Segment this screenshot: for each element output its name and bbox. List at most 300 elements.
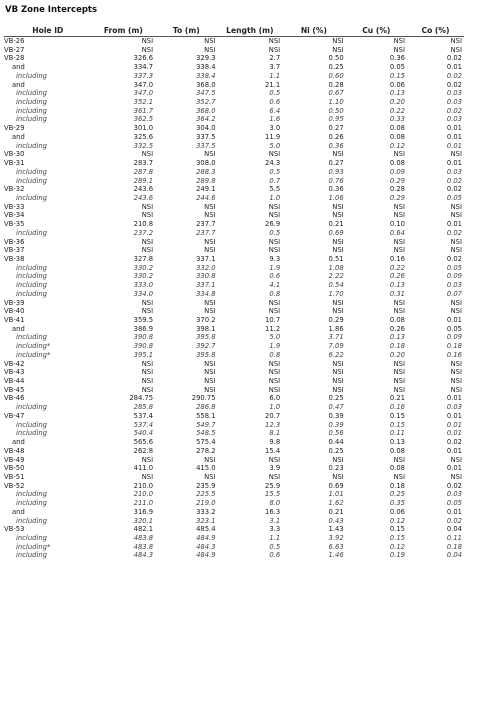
from-cell: NSI: [141, 237, 154, 246]
hole-id-cell: VB-31: [4, 159, 25, 168]
to-cell: NSI: [204, 211, 216, 220]
hole-id-cell: VB-34: [4, 211, 25, 220]
table-row: [4, 142, 464, 151]
co-cell: 0.05: [446, 263, 462, 272]
cu-cell: 0.15: [389, 420, 405, 429]
length-cell: 5.0: [269, 333, 281, 342]
ni-cell: 0.76: [328, 176, 344, 185]
to-cell: 347.5: [196, 89, 216, 98]
hole-id-cell: VB-36: [4, 237, 25, 246]
hole-id-cell: VB-42: [4, 359, 25, 368]
co-cell: 0.02: [446, 176, 462, 185]
hole-id-cell: including: [16, 106, 47, 115]
ni-cell: 1.43: [328, 525, 344, 534]
co-cell: 0.01: [446, 159, 462, 168]
hole-id-cell: VB-45: [4, 385, 25, 394]
co-cell: 0.02: [446, 80, 462, 89]
length-cell: NSI: [268, 246, 281, 255]
to-cell: NSI: [204, 455, 216, 464]
from-cell: NSI: [141, 455, 154, 464]
table-row: [4, 482, 464, 491]
hole-id-cell: including: [16, 272, 47, 281]
table-row: [4, 333, 464, 342]
hole-id-cell: VB-32: [4, 185, 25, 194]
length-cell: NSI: [268, 202, 281, 211]
from-cell: 333.0: [133, 281, 154, 290]
length-cell: 25.9: [265, 481, 281, 490]
to-cell: 558.1: [196, 411, 216, 420]
from-cell: 390.8: [133, 333, 154, 342]
table-row: [4, 63, 464, 72]
hole-id-cell: including: [16, 176, 47, 185]
table-row: [4, 81, 464, 90]
table-row: [4, 177, 464, 186]
to-cell: NSI: [204, 472, 216, 481]
co-cell: 0.02: [446, 71, 462, 80]
to-cell: 330.8: [196, 272, 216, 281]
hole-id-cell: VB-46: [4, 394, 25, 403]
hole-id-cell: including: [16, 499, 47, 508]
length-cell: 1.9: [269, 342, 281, 351]
to-cell: 368.0: [196, 80, 216, 89]
table-row: [4, 438, 464, 447]
hole-id-cell: VB-33: [4, 202, 25, 211]
from-cell: 359.5: [133, 316, 154, 324]
cu-cell: NSI: [393, 307, 405, 316]
ni-cell: 0.54: [328, 281, 344, 290]
ni-cell: 1.06: [328, 193, 344, 202]
to-cell: 364.2: [196, 115, 216, 124]
to-cell: 249.1: [196, 185, 216, 194]
table-row: [4, 150, 464, 159]
hole-id-cell: including: [16, 98, 47, 107]
cu-cell: 0.15: [389, 411, 405, 420]
to-cell: 289.8: [196, 176, 216, 185]
co-cell: NSI: [450, 45, 462, 54]
hole-id-cell: VB-49: [4, 455, 25, 464]
from-cell: 243.6: [133, 193, 154, 202]
cu-cell: 0.13: [389, 333, 405, 342]
to-cell: 219.0: [196, 499, 216, 508]
table-row: [4, 220, 464, 229]
length-cell: 1.0: [269, 193, 281, 202]
cu-cell: 0.12: [389, 141, 405, 150]
from-cell: 334.0: [133, 289, 154, 298]
co-cell: 0.01: [446, 507, 462, 516]
from-cell: 483.8: [133, 542, 154, 551]
length-cell: 15.4: [265, 446, 281, 455]
length-cell: 24.3: [265, 159, 281, 168]
header-row: [4, 26, 464, 37]
co-cell: 0.01: [446, 132, 462, 141]
cu-cell: NSI: [393, 202, 405, 211]
from-cell: 316.9: [133, 507, 154, 516]
from-cell: NSI: [141, 45, 154, 54]
co-cell: NSI: [450, 237, 462, 246]
ni-cell: NSI: [332, 37, 344, 45]
from-cell: NSI: [141, 211, 154, 220]
hole-id-cell: including: [16, 516, 47, 525]
hole-id-cell: including: [16, 71, 47, 80]
table-row: [4, 429, 464, 438]
cu-cell: 0.26: [389, 272, 405, 281]
from-cell: 386.9: [133, 324, 154, 333]
from-cell: 411.0: [133, 464, 154, 473]
table-row: [4, 133, 464, 142]
cu-cell: 0.29: [389, 176, 405, 185]
table-row: [4, 54, 464, 63]
header-ni: Ni (%): [282, 26, 346, 37]
hole-id-cell: including: [16, 115, 47, 124]
from-cell: NSI: [141, 246, 154, 255]
co-cell: 0.18: [446, 542, 462, 551]
length-cell: 12.3: [265, 420, 281, 429]
to-cell: 484.9: [196, 551, 216, 560]
table-row: [4, 307, 464, 316]
hole-id-cell: including*: [16, 350, 51, 359]
co-cell: NSI: [450, 472, 462, 481]
table-row: [4, 281, 464, 290]
co-cell: 0.16: [446, 350, 462, 359]
hole-id-cell: including: [16, 141, 47, 150]
cu-cell: 0.19: [389, 551, 405, 560]
length-cell: 26.9: [265, 220, 281, 229]
table-row: [4, 447, 464, 456]
from-cell: 210.0: [133, 490, 154, 499]
cu-cell: NSI: [393, 45, 405, 54]
co-cell: 0.02: [446, 54, 462, 63]
hole-id-cell: including: [16, 429, 47, 438]
co-cell: NSI: [450, 298, 462, 307]
length-cell: NSI: [268, 368, 281, 377]
from-cell: 285.8: [133, 403, 154, 412]
hole-id-cell: including: [16, 89, 47, 98]
hole-id-cell: and: [12, 438, 25, 447]
ni-cell: 0.27: [328, 124, 344, 133]
length-cell: NSI: [268, 377, 281, 386]
cu-cell: 0.31: [389, 289, 405, 298]
cu-cell: 0.29: [389, 193, 405, 202]
to-cell: 485.4: [196, 525, 216, 534]
table-row: [4, 255, 464, 264]
co-cell: 0.04: [446, 525, 462, 534]
to-cell: 290.75: [191, 394, 216, 403]
ni-cell: 0.95: [328, 115, 344, 124]
cu-cell: 0.15: [389, 525, 405, 534]
length-cell: 1.9: [269, 263, 281, 272]
cu-cell: 0.08: [389, 446, 405, 455]
length-cell: 16.3: [265, 507, 281, 516]
hole-id-cell: VB-30: [4, 150, 25, 159]
from-cell: NSI: [141, 377, 154, 386]
cu-cell: 0.15: [389, 71, 405, 80]
to-cell: 333.2: [196, 507, 216, 516]
hole-id-cell: including: [16, 403, 47, 412]
length-cell: 0.5: [269, 89, 281, 98]
from-cell: 537.4: [133, 411, 154, 420]
length-cell: NSI: [268, 472, 281, 481]
length-cell: 3.9: [269, 464, 281, 473]
cu-cell: NSI: [393, 385, 405, 394]
length-cell: 6.4: [269, 106, 281, 115]
ni-cell: 0.23: [328, 464, 344, 473]
co-cell: 0.09: [446, 272, 462, 281]
table-row: [4, 264, 464, 273]
length-cell: 3.0: [269, 124, 281, 133]
length-cell: 5.0: [269, 141, 281, 150]
cu-cell: NSI: [393, 246, 405, 255]
to-cell: 323.1: [196, 516, 216, 525]
co-cell: NSI: [450, 359, 462, 368]
ni-cell: 1.01: [328, 490, 344, 499]
co-cell: 0.02: [446, 438, 462, 447]
from-cell: 330.2: [133, 263, 154, 272]
cu-cell: 0.33: [389, 115, 405, 124]
header-length: Length (m): [218, 26, 283, 37]
to-cell: 368.0: [196, 106, 216, 115]
from-cell: NSI: [141, 298, 154, 307]
length-cell: 15.5: [265, 490, 281, 499]
cu-cell: NSI: [393, 298, 405, 307]
co-cell: 0.05: [446, 193, 462, 202]
ni-cell: 0.50: [328, 54, 344, 63]
ni-cell: 0.29: [328, 316, 344, 324]
to-cell: NSI: [204, 237, 216, 246]
table-row: [4, 238, 464, 247]
co-cell: NSI: [450, 307, 462, 316]
table-row: [4, 456, 464, 465]
hole-id-cell: VB-48: [4, 446, 25, 455]
cu-cell: 0.13: [389, 281, 405, 290]
ni-cell: NSI: [332, 377, 344, 386]
hole-id-cell: VB-41: [4, 316, 25, 324]
co-cell: 0.07: [446, 289, 462, 298]
from-cell: 301.0: [133, 124, 154, 133]
to-cell: 395.8: [196, 333, 216, 342]
ni-cell: 0.25: [328, 63, 344, 72]
table-title: VB Zone Intercepts: [5, 5, 98, 15]
table-row: [4, 325, 464, 334]
cu-cell: 0.08: [389, 159, 405, 168]
ni-cell: 0.36: [328, 185, 344, 194]
length-cell: NSI: [268, 45, 281, 54]
from-cell: 537.4: [133, 420, 154, 429]
cu-cell: 0.06: [389, 507, 405, 516]
ni-cell: 0.51: [328, 254, 344, 263]
to-cell: 237.7: [196, 228, 216, 237]
to-cell: NSI: [204, 385, 216, 394]
from-cell: 395.1: [133, 350, 154, 359]
length-cell: NSI: [268, 37, 281, 45]
cu-cell: 0.10: [389, 220, 405, 229]
hole-id-cell: VB-27: [4, 45, 25, 54]
to-cell: 278.2: [196, 446, 216, 455]
length-cell: 0.5: [269, 542, 281, 551]
to-cell: 484.9: [196, 533, 216, 542]
table-row: [4, 246, 464, 255]
hole-id-cell: including: [16, 228, 47, 237]
from-cell: 347.0: [133, 89, 154, 98]
length-cell: 2.7: [269, 54, 281, 63]
length-cell: 1.6: [269, 115, 281, 124]
to-cell: NSI: [204, 307, 216, 316]
to-cell: 286.8: [196, 403, 216, 412]
length-cell: 6.0: [269, 394, 281, 403]
co-cell: 0.02: [446, 481, 462, 490]
to-cell: 288.3: [196, 167, 216, 176]
ni-cell: 0.60: [328, 71, 344, 80]
from-cell: 289.1: [133, 176, 154, 185]
co-cell: 0.01: [446, 420, 462, 429]
cu-cell: 0.11: [389, 429, 405, 438]
hole-id-cell: and: [12, 63, 25, 72]
table-row: [4, 543, 464, 552]
length-cell: 0.7: [269, 176, 281, 185]
co-cell: NSI: [450, 385, 462, 394]
ni-cell: NSI: [332, 298, 344, 307]
co-cell: NSI: [450, 211, 462, 220]
table-row: [4, 185, 464, 194]
ni-cell: NSI: [332, 385, 344, 394]
table-row: [4, 272, 464, 281]
to-cell: 575.4: [196, 438, 216, 447]
cu-cell: 0.20: [389, 350, 405, 359]
to-cell: 334.8: [196, 289, 216, 298]
to-cell: 398.1: [196, 324, 216, 333]
hole-id-cell: VB-40: [4, 307, 25, 316]
cu-cell: 0.09: [389, 167, 405, 176]
hole-id-cell: VB-38: [4, 254, 25, 263]
table-row: [4, 464, 464, 473]
from-cell: 262.8: [133, 446, 154, 455]
ni-cell: 0.43: [328, 516, 344, 525]
intercepts-table: [4, 26, 464, 560]
length-cell: 0.6: [269, 98, 281, 107]
co-cell: NSI: [450, 455, 462, 464]
length-cell: 21.1: [265, 80, 281, 89]
ni-cell: 0.27: [328, 159, 344, 168]
cu-cell: 0.16: [389, 254, 405, 263]
to-cell: 370.2: [196, 316, 216, 324]
ni-cell: NSI: [332, 455, 344, 464]
hole-id-cell: VB-43: [4, 368, 25, 377]
ni-cell: 0.93: [328, 167, 344, 176]
to-cell: NSI: [204, 359, 216, 368]
hole-id-cell: VB-50: [4, 464, 25, 473]
cu-cell: NSI: [393, 150, 405, 159]
ni-cell: 0.25: [328, 394, 344, 403]
cu-cell: NSI: [393, 211, 405, 220]
cu-cell: 0.13: [389, 438, 405, 447]
cu-cell: 0.22: [389, 106, 405, 115]
from-cell: 210.0: [133, 481, 154, 490]
co-cell: NSI: [450, 377, 462, 386]
table-row: [4, 37, 464, 46]
ni-cell: 0.36: [328, 141, 344, 150]
to-cell: NSI: [204, 246, 216, 255]
co-cell: 0.03: [446, 115, 462, 124]
table-row: [4, 412, 464, 421]
length-cell: 4.1: [269, 281, 281, 290]
ni-cell: 3.92: [328, 533, 344, 542]
co-cell: 0.02: [446, 106, 462, 115]
ni-cell: 2.22: [328, 272, 344, 281]
hole-id-cell: and: [12, 507, 25, 516]
to-cell: NSI: [204, 45, 216, 54]
co-cell: 0.01: [446, 141, 462, 150]
table-row: [4, 351, 464, 360]
length-cell: 0.5: [269, 167, 281, 176]
ni-cell: 0.69: [328, 481, 344, 490]
cu-cell: 0.18: [389, 342, 405, 351]
ni-cell: 0.56: [328, 429, 344, 438]
header-hole-id: Hole ID: [4, 26, 92, 37]
co-cell: NSI: [450, 246, 462, 255]
co-cell: 0.01: [446, 411, 462, 420]
length-cell: 9.8: [269, 438, 281, 447]
length-cell: NSI: [268, 237, 281, 246]
to-cell: NSI: [204, 298, 216, 307]
table-body: [4, 37, 464, 561]
length-cell: 3.3: [269, 525, 281, 534]
cu-cell: 0.20: [389, 98, 405, 107]
hole-id-cell: including*: [16, 342, 51, 351]
length-cell: NSI: [268, 211, 281, 220]
hole-id-cell: and: [12, 132, 25, 141]
length-cell: 10.7: [265, 316, 281, 324]
length-cell: 3.1: [269, 516, 281, 525]
header-co: Co (%): [407, 26, 464, 37]
ni-cell: 7.09: [328, 342, 344, 351]
cu-cell: 0.08: [389, 316, 405, 324]
to-cell: 237.7: [196, 220, 216, 229]
from-cell: 287.8: [133, 167, 154, 176]
from-cell: 332.5: [133, 141, 154, 150]
from-cell: NSI: [141, 385, 154, 394]
hole-id-cell: VB-39: [4, 298, 25, 307]
length-cell: 0.5: [269, 228, 281, 237]
ni-cell: NSI: [332, 150, 344, 159]
length-cell: 1.0: [269, 403, 281, 412]
ni-cell: NSI: [332, 237, 344, 246]
co-cell: 0.01: [446, 316, 462, 324]
table-row: [4, 299, 464, 308]
cu-cell: 0.22: [389, 263, 405, 272]
table-row: [4, 316, 464, 325]
co-cell: NSI: [450, 37, 462, 45]
from-cell: 565.6: [133, 438, 154, 447]
to-cell: 235.9: [196, 481, 216, 490]
hole-id-cell: VB-35: [4, 220, 25, 229]
table-row: [4, 473, 464, 482]
table-row: [4, 159, 464, 168]
ni-cell: 1.10: [328, 98, 344, 107]
table-row: [4, 368, 464, 377]
length-cell: 3.7: [269, 63, 281, 72]
co-cell: 0.03: [446, 89, 462, 98]
co-cell: 0.05: [446, 324, 462, 333]
ni-cell: 0.69: [328, 228, 344, 237]
from-cell: 330.2: [133, 272, 154, 281]
from-cell: 482.1: [133, 525, 154, 534]
ni-cell: 0.21: [328, 507, 344, 516]
to-cell: NSI: [204, 377, 216, 386]
table-row: [4, 290, 464, 299]
cu-cell: 0.26: [389, 324, 405, 333]
length-cell: NSI: [268, 455, 281, 464]
from-cell: NSI: [141, 472, 154, 481]
to-cell: 338.4: [196, 71, 216, 80]
